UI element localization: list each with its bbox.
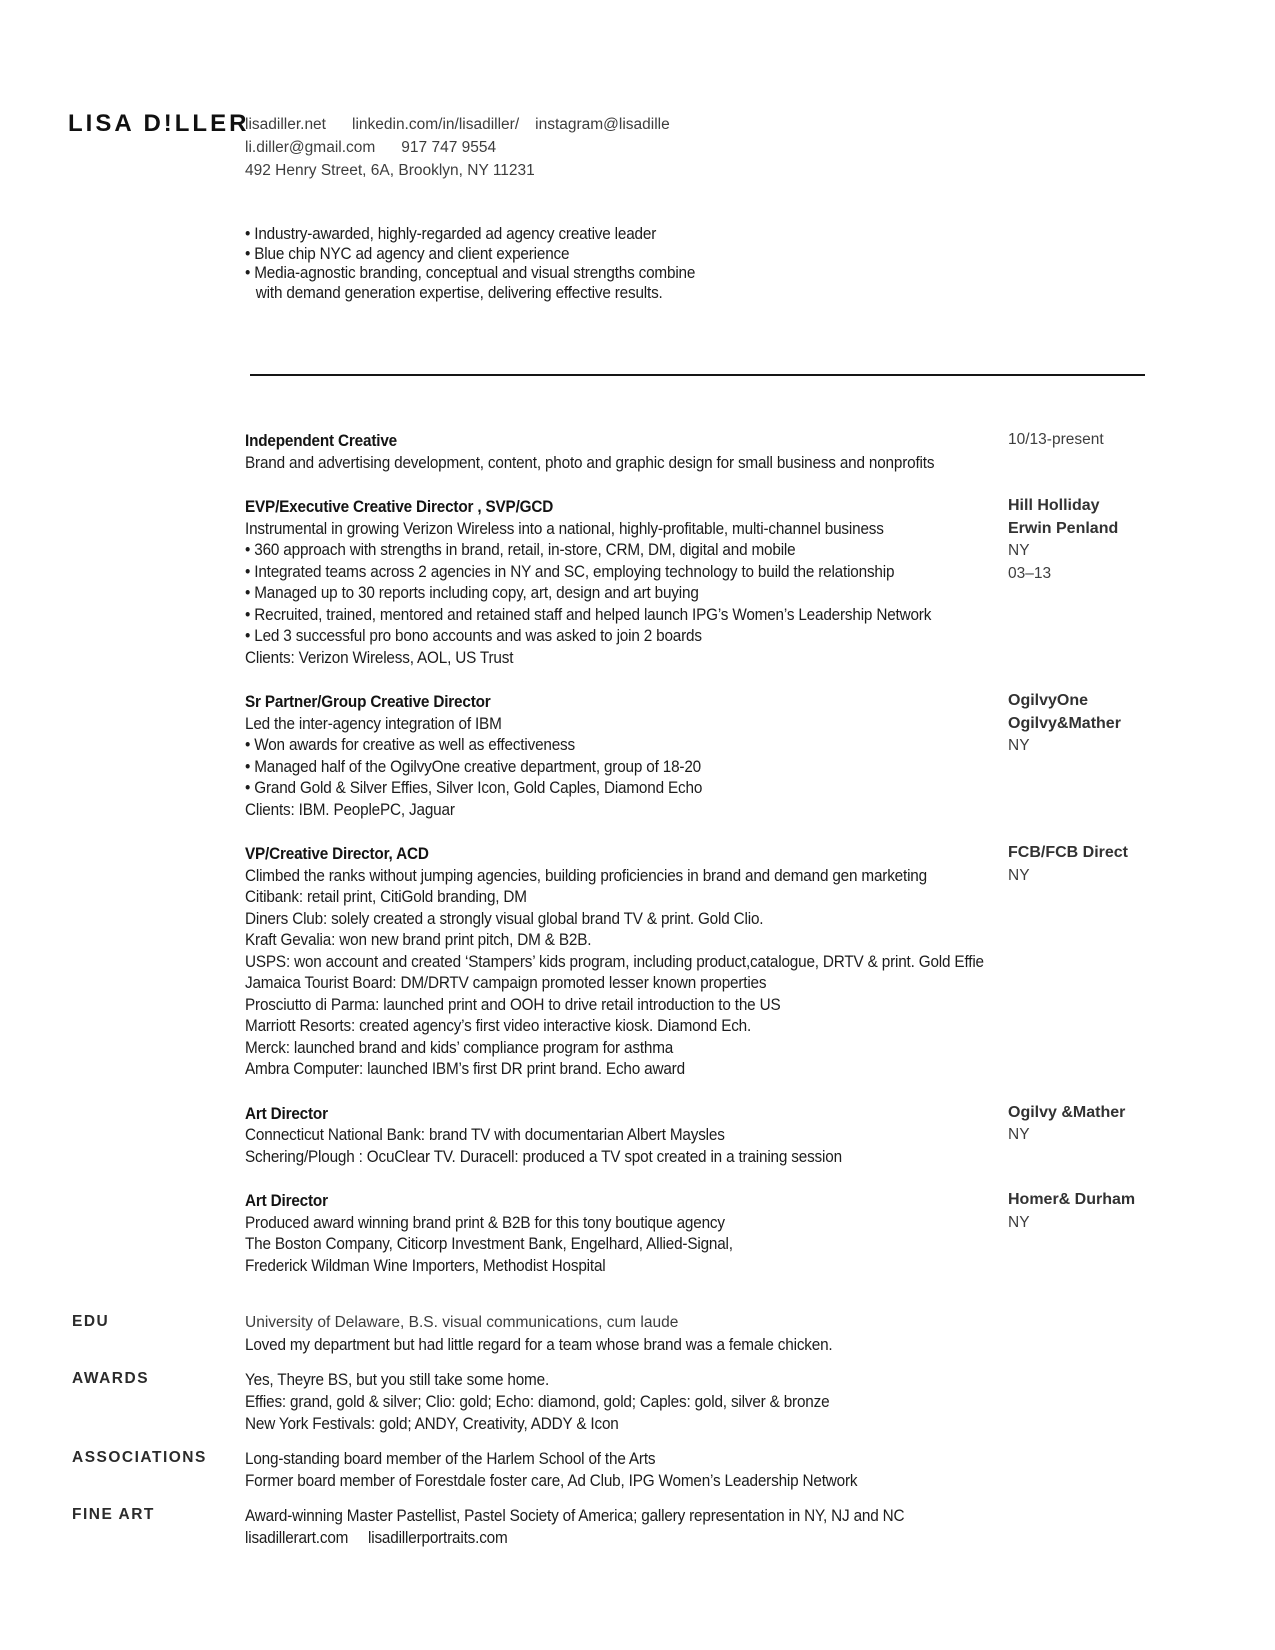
- job-line: Connecticut National Bank: brand TV with documentarian Albert Maysles: [245, 1125, 725, 1144]
- experience-side: [1008, 495, 1118, 585]
- job-location: NY: [1008, 866, 1030, 884]
- experience-list: [0, 430, 1275, 1299]
- job-location: NY: [1008, 737, 1030, 754]
- summary-block: [245, 224, 745, 302]
- section-line: Award-winning Master Pastellist, Pastel Society of America; gallery representation in NY, NJ and NC: [245, 1506, 905, 1525]
- section-content: [245, 1505, 1275, 1549]
- section-line: Former board member of Forestdale foster care, Ad Club, IPG Women’s Leadership Network: [245, 1471, 858, 1490]
- summary-bullet: • Blue chip NYC ad agency and client experience: [245, 243, 570, 263]
- job-line: Instrumental in growing Verizon Wireless into a national, highly-profitable, multi-channel business: [245, 518, 884, 538]
- company-name: OgilvyOne: [1008, 692, 1089, 709]
- phone-text: 917 747 9554: [401, 139, 497, 156]
- job-line: • 360 approach with strengths in brand, retail, in-store, CRM, DM, digital and mobile: [245, 540, 796, 559]
- section-line: University of Delaware, B.S. visual communications, cum laude: [245, 1314, 679, 1331]
- art-site-link: lisadillerart.com: [245, 1528, 349, 1547]
- section-label: AWARDS: [72, 1370, 150, 1387]
- section-line: Long-standing board member of the Harlem School of the Arts: [245, 1449, 656, 1468]
- job-title: VP/Creative Director, ACD: [245, 844, 429, 863]
- instagram-handle: instagram@lisadille: [535, 116, 670, 133]
- section-content: [245, 1312, 1275, 1356]
- job-line: Jamaica Tourist Board: DM/DRTV campaign promoted lesser known properties: [245, 973, 767, 992]
- section-line: Effies: grand, gold & silver; Clio: gold; Echo: diamond, gold; Caples: gold, silver & bronze: [245, 1392, 830, 1411]
- experience-entry-independent: [0, 430, 1275, 473]
- job-line: Schering/Plough : OcuClear TV. Duracell: produced a TV spot created in a training session: [245, 1146, 842, 1166]
- experience-entry-evp: [0, 496, 1275, 668]
- job-line: USPS: won account and created ‘Stampers’ kids program, including product,catalogue, DRTV & print. Gold Effie: [245, 951, 984, 971]
- summary-bullet: • Media-agnostic branding, conceptual and visual strengths combine: [245, 263, 696, 282]
- job-line: Ambra Computer: launched IBM’s first DR print brand. Echo award: [245, 1059, 685, 1078]
- summary-bullet-continuation: with demand generation expertise, delivering effective results.: [255, 282, 663, 302]
- experience-side: [1008, 1189, 1135, 1234]
- job-line: • Integrated teams across 2 agencies in NY and SC, employing technology to build the relationship: [245, 561, 895, 581]
- job-line: Clients: Verizon Wireless, AOL, US Trust: [245, 647, 514, 667]
- company-name: Hill Holliday: [1008, 497, 1100, 514]
- company-name: Homer& Durham: [1008, 1191, 1136, 1208]
- job-location: NY: [1008, 1213, 1030, 1231]
- job-line: Climbed the ranks without jumping agencies, building proficiencies in brand and demand gen marketing: [245, 865, 927, 885]
- job-title: Independent Creative: [245, 431, 397, 450]
- section-line: New York Festivals: gold; ANDY, Creativity, ADDY & Icon: [245, 1414, 619, 1433]
- section-line: Yes, Theyre BS, but you still take some home.: [245, 1370, 550, 1389]
- section-label: FINE ART: [72, 1506, 155, 1523]
- divider-rule: [250, 374, 1145, 376]
- portraits-site-link: lisadillerportraits.com: [368, 1528, 508, 1547]
- job-line: • Led 3 successful pro bono accounts and was asked to join 2 boards: [245, 626, 702, 645]
- experience-main: [245, 496, 1275, 668]
- job-period: 03–13: [1008, 564, 1052, 582]
- job-line: • Grand Gold & Silver Effies, Silver Icon, Gold Caples, Diamond Echo: [245, 778, 703, 797]
- footer-sections: [0, 1312, 1275, 1562]
- job-line: The Boston Company, Citicorp Investment Bank, Engelhard, Allied-Signal,: [245, 1234, 733, 1253]
- job-location: NY: [1008, 542, 1030, 559]
- section-content: [245, 1369, 1275, 1435]
- contact-line-address: 492 Henry Street, 6A, Brooklyn, NY 11231: [245, 162, 535, 179]
- section-line: Loved my department but had little regard for a team whose brand was a female chicken.: [245, 1335, 833, 1354]
- company-name: Erwin Penland: [1008, 519, 1119, 537]
- job-line: • Managed half of the OgilvyOne creative department, group of 18-20: [245, 756, 701, 776]
- job-line: Citibank: retail print, CitiGold branding, DM: [245, 887, 527, 906]
- section-label: EDU: [72, 1313, 110, 1330]
- job-line: Kraft Gevalia: won new brand print pitch, DM & B2B.: [245, 930, 592, 949]
- job-location: NY: [1008, 1126, 1030, 1143]
- job-title: EVP/Executive Creative Director , SVP/GCD: [245, 497, 554, 516]
- job-line: Frederick Wildman Wine Importers, Methodist Hospital: [245, 1255, 606, 1275]
- experience-entry-vp: [0, 843, 1275, 1080]
- experience-side: [1008, 842, 1128, 887]
- job-line: Brand and advertising development, content, photo and graphic design for small business and nonprofits: [245, 452, 935, 472]
- job-line: Prosciutto di Parma: launched print and OOH to drive retail introduction to the US: [245, 994, 781, 1014]
- experience-side: [1008, 690, 1121, 758]
- contact-line-email-phone: [245, 136, 670, 159]
- job-period: 10/13-present: [1008, 431, 1104, 448]
- section-line-sites: [245, 1527, 1172, 1549]
- company-name: FCB/FCB Direct: [1008, 844, 1129, 861]
- contact-line-web: [245, 113, 670, 136]
- job-line: • Won awards for creative as well as effectiveness: [245, 735, 576, 754]
- experience-main: [245, 430, 1275, 473]
- person-name: LISA D!LLER: [68, 110, 250, 137]
- job-line: Led the inter-agency integration of IBM: [245, 713, 502, 733]
- email-text: li.diller@gmail.com: [245, 139, 376, 156]
- job-title: Art Director: [245, 1191, 328, 1210]
- section-awards: [0, 1369, 1275, 1435]
- job-line: Clients: IBM. PeoplePC, Jaguar: [245, 799, 455, 819]
- job-title: Art Director: [245, 1103, 328, 1123]
- linkedin-link: linkedin.com/in/lisadiller/: [352, 116, 520, 133]
- section-associations: [0, 1448, 1275, 1492]
- experience-side: [1008, 1102, 1125, 1147]
- experience-entry-art-director-homer: [0, 1190, 1275, 1276]
- experience-side: [1008, 429, 1104, 452]
- job-line: • Recruited, trained, mentored and retained staff and helped launch IPG’s Women’s Leadership Network: [245, 604, 932, 624]
- summary-bullet: • Industry-awarded, highly-regarded ad agency creative leader: [245, 224, 657, 243]
- section-content: [245, 1448, 1275, 1492]
- contact-block: [245, 113, 670, 182]
- website-link: lisadiller.net: [245, 116, 326, 133]
- section-label: ASSOCIATIONS: [72, 1449, 207, 1466]
- job-line: Produced award winning brand print & B2B for this tony boutique agency: [245, 1212, 725, 1232]
- experience-entry-sr-partner: [0, 691, 1275, 820]
- job-title: Sr Partner/Group Creative Director: [245, 692, 491, 711]
- section-edu: [0, 1312, 1275, 1356]
- job-line: • Managed up to 30 reports including copy, art, design and art buying: [245, 583, 699, 602]
- job-line: Diners Club: solely created a strongly visual global brand TV & print. Gold Clio.: [245, 908, 764, 928]
- company-name: Ogilvy &Mather: [1008, 1103, 1126, 1121]
- job-line: Merck: launched brand and kids’ compliance program for asthma: [245, 1037, 674, 1057]
- company-name: Ogilvy&Mather: [1008, 714, 1121, 732]
- experience-entry-art-director-ogilvy: [0, 1103, 1275, 1168]
- job-line: Marriott Resorts: created agency’s first video interactive kiosk. Diamond Ech.: [245, 1016, 752, 1035]
- section-fine-art: [0, 1505, 1275, 1549]
